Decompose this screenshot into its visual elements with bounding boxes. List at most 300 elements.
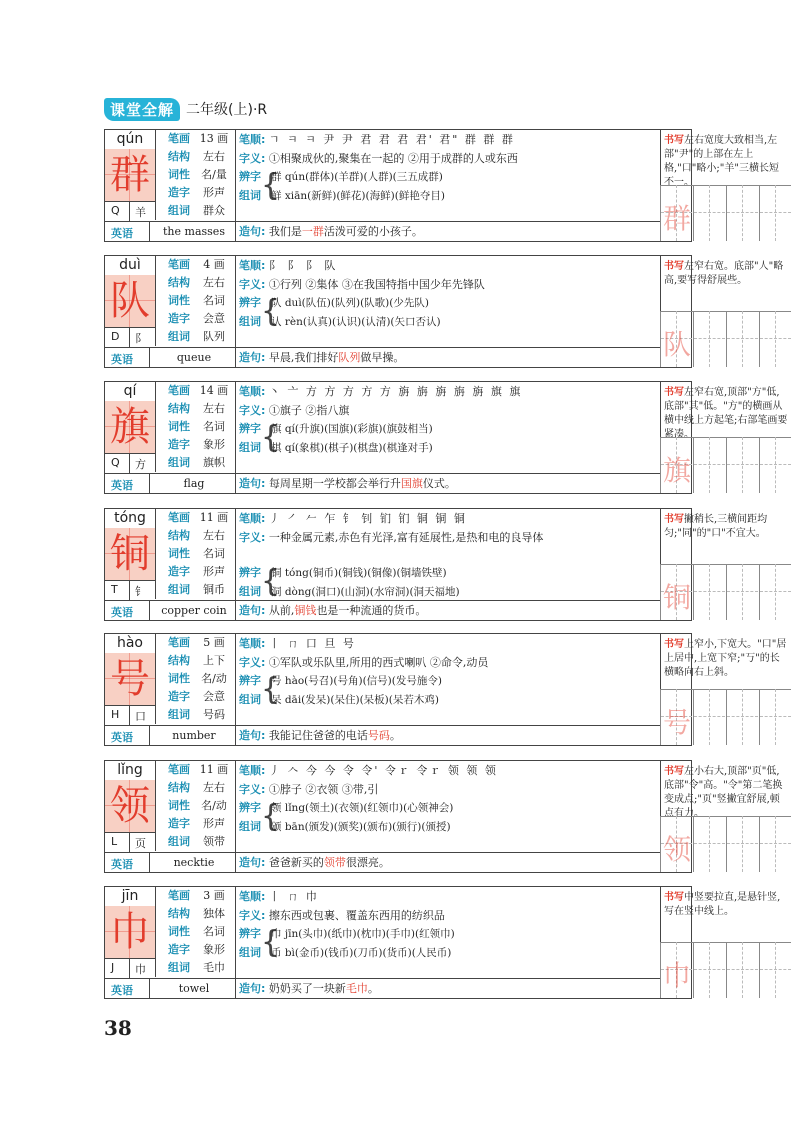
meaning-text: 擦东西或包裹、覆盖东西用的纺织品 [268, 909, 445, 922]
attr-word [155, 706, 236, 724]
practice-cell [726, 942, 758, 998]
attr-label: 笔画 [168, 889, 190, 902]
practice-cell [693, 689, 725, 745]
practice-cell [693, 311, 725, 367]
sentence-highlight: 领带 [323, 856, 346, 869]
char-detail-column [235, 382, 661, 493]
attr-strokes [155, 382, 236, 400]
attr-value: 左右 [203, 402, 225, 415]
distinguish-block [239, 564, 659, 602]
meaning-text: ①军队或乐队里,所用的西式喇叭 ②命令,动员 [268, 656, 489, 669]
char-detail-column [235, 130, 661, 241]
writing-column [660, 761, 791, 872]
attr-label: 组词 [168, 330, 190, 343]
char-info-column [105, 509, 236, 620]
order-label: 笔顺: [239, 133, 266, 146]
sentence-pre: 每周星期一学校都会举行升 [268, 477, 401, 490]
sentence-highlight: 一群 [301, 225, 324, 238]
sentence-highlight: 毛巾 [345, 982, 368, 995]
radical: 口 [135, 710, 146, 723]
char-detail-column [235, 761, 661, 872]
writing-note [664, 891, 788, 919]
writing-column [660, 509, 791, 620]
practice-grid [660, 689, 791, 745]
attr-label: 结构 [168, 276, 190, 289]
index-letter: Q [111, 204, 120, 217]
index-letter: J [111, 961, 115, 974]
brace-icon: { [261, 294, 281, 329]
attr-label: 笔画 [168, 132, 190, 145]
attr-value: 会意 [203, 690, 225, 703]
char-info-column [105, 761, 236, 872]
sentence-pre: 我们是 [268, 225, 302, 238]
practice-sample-glyph: 号 [662, 706, 691, 739]
distinguish-label: 辨字 [239, 296, 261, 309]
distinguish-line-1: 铜 tóng(铜币)(铜钱)(铜像)(铜墙铁壁) [271, 567, 447, 579]
character-glyph: 号 [105, 653, 155, 706]
radical-row [105, 706, 155, 725]
meaning-label: 字义: [239, 152, 266, 165]
distinguish-label: 辨字 [239, 422, 261, 435]
attr-pos [155, 545, 236, 563]
sentence-pre: 爸爸新买的 [268, 856, 324, 869]
order-label: 笔顺: [239, 764, 266, 777]
attr-word [155, 581, 236, 599]
page-header [104, 98, 267, 120]
attr-value: 上下 [203, 654, 225, 667]
attr-value: 号码 [203, 708, 225, 721]
practice-cell [759, 311, 791, 367]
attr-label: 词性 [168, 294, 190, 307]
meaning-line [235, 653, 655, 672]
sentence-pre: 奶奶买了一块新 [268, 982, 346, 995]
attr-structure [155, 779, 236, 797]
attr-label: 词性 [168, 672, 190, 685]
attr-value: 会意 [203, 312, 225, 325]
attr-structure [155, 527, 236, 545]
distinguish-line-2: 币 bì(金币)(钱币)(刀币)(货币)(人民币) [271, 947, 452, 959]
attr-value: 名词 [203, 547, 225, 560]
attr-label: 结构 [168, 907, 190, 920]
distinguish-line-2: 认 rèn(认真)(认识)(认清)(矢口否认) [271, 316, 441, 328]
attr-label: 词性 [168, 799, 190, 812]
compose-label: 组词 [239, 315, 261, 328]
stroke-order: 阝 阝 阝 队 [268, 259, 338, 272]
attr-pos [155, 797, 236, 815]
stroke-order-line [235, 256, 660, 275]
attr-value: 名/动 [201, 672, 227, 685]
meaning-text: ①行列 ②集体 ③在我国特指中国少年先锋队 [268, 278, 485, 291]
character-card [104, 255, 784, 368]
writing-column [660, 634, 791, 745]
english-row [105, 725, 235, 746]
compose-label: 组词 [239, 441, 261, 454]
sentence-line [235, 725, 660, 745]
sentence-label: 造句: [239, 729, 266, 742]
distinguish-line-1: 号 hào(号召)(号角)(信号)(发号施令) [271, 675, 442, 687]
attr-label: 组词 [168, 456, 190, 469]
stroke-order-line [235, 130, 660, 149]
practice-cell [693, 185, 725, 241]
attr-formation [155, 310, 236, 328]
distinguish-label: 辨字 [239, 927, 261, 940]
index-letter: L [111, 835, 118, 848]
distinguish-line-2: 呆 dāi(发呆)(呆住)(呆板)(呆若木鸡) [271, 694, 439, 706]
sentence-label: 造句: [239, 604, 266, 617]
attr-value: 3 画 [203, 889, 225, 902]
attr-word [155, 959, 236, 977]
compose-label: 组词 [239, 189, 261, 202]
distinguish-block [239, 799, 659, 837]
stroke-order-line [235, 634, 660, 653]
attr-label: 词性 [168, 925, 190, 938]
practice-cell [726, 311, 758, 367]
stroke-order: 丶 亠 方 方 方 方 方 旃 旃 旃 旃 旃 旗 旗 [268, 385, 523, 398]
pinyin: jīn [105, 887, 155, 907]
brace-icon: { [261, 672, 281, 707]
attr-value: 4 画 [203, 258, 225, 271]
attr-label: 组词 [168, 835, 190, 848]
attr-structure [155, 652, 236, 670]
english-label: 英语 [111, 606, 133, 619]
english-row [105, 221, 235, 242]
attr-label: 造字 [168, 438, 190, 451]
compose-label: 组词 [239, 820, 261, 833]
writing-label: 书写 [664, 639, 684, 650]
attr-label: 结构 [168, 150, 190, 163]
english-row [105, 978, 235, 999]
brace-icon: { [261, 168, 281, 203]
char-detail-column [235, 509, 661, 620]
writing-note [664, 638, 788, 680]
practice-cell [726, 185, 758, 241]
series-badge: 课堂全解 [104, 98, 180, 121]
attr-value: 名词 [203, 925, 225, 938]
sentence-label: 造句: [239, 225, 266, 238]
character-card [104, 633, 787, 746]
character-glyph: 旗 [105, 401, 155, 454]
attr-value: 领带 [203, 835, 225, 848]
attr-label: 组词 [168, 204, 190, 217]
attr-label: 词性 [168, 168, 190, 181]
writing-label: 书写 [664, 514, 684, 525]
compose-label: 组词 [239, 693, 261, 706]
practice-cell [726, 564, 758, 620]
attr-formation [155, 941, 236, 959]
writing-note [664, 386, 788, 442]
practice-cell [693, 564, 725, 620]
writing-column [660, 382, 791, 493]
meaning-line [235, 906, 655, 925]
meaning-line [235, 275, 655, 294]
english-label: 英语 [111, 227, 133, 240]
attr-value: 左右 [203, 150, 225, 163]
radical-row [105, 581, 155, 600]
attr-label: 造字 [168, 312, 190, 325]
order-label: 笔顺: [239, 385, 266, 398]
pinyin: qí [105, 382, 155, 402]
writing-label: 书写 [664, 135, 684, 146]
practice-cell [759, 437, 791, 493]
distinguish-line-1: 队 duì(队伍)(队列)(队歌)(少先队) [271, 297, 429, 309]
practice-cell [726, 437, 758, 493]
attr-value: 名/量 [201, 168, 227, 181]
practice-sample-glyph: 铜 [662, 581, 691, 614]
english-value: number [172, 729, 216, 742]
meaning-label: 字义: [239, 278, 266, 291]
distinguish-block [239, 294, 659, 332]
brace-icon: { [261, 420, 281, 455]
pinyin: qún [105, 130, 155, 150]
practice-cell [693, 437, 725, 493]
attr-strokes [155, 509, 236, 527]
attr-word [155, 833, 236, 851]
compose-label: 组词 [239, 585, 261, 598]
radical-row [105, 959, 155, 978]
writing-column [660, 887, 791, 998]
attr-value: 毛巾 [203, 961, 225, 974]
attr-label: 造字 [168, 943, 190, 956]
english-value: copper coin [161, 604, 227, 617]
practice-grid [660, 816, 791, 872]
order-label: 笔顺: [239, 637, 266, 650]
attr-strokes [155, 634, 236, 652]
attr-value: 14 画 [199, 384, 229, 397]
attr-label: 组词 [168, 708, 190, 721]
attr-label: 笔画 [168, 258, 190, 271]
character-glyph: 群 [105, 149, 155, 202]
writing-label: 书写 [664, 387, 684, 398]
attr-pos [155, 166, 236, 184]
distinguish-label: 辨字 [239, 566, 261, 579]
attr-label: 词性 [168, 547, 190, 560]
radical: 钅 [135, 585, 146, 598]
writing-text: 上窄小,下宽大。"口"居上居中,上宽下窄;"丂"的长横略向右上斜。 [664, 639, 787, 678]
sentence-line [235, 347, 660, 367]
attr-value: 名词 [203, 420, 225, 433]
attr-value: 形声 [203, 186, 225, 199]
attr-value: 左右 [203, 529, 225, 542]
attr-strokes [155, 887, 236, 905]
practice-sample-glyph: 巾 [662, 959, 691, 992]
character-glyph: 巾 [105, 906, 155, 959]
character-card [104, 508, 768, 621]
practice-cell [726, 816, 758, 872]
attr-value: 独体 [203, 907, 225, 920]
english-label: 英语 [111, 858, 133, 871]
english-value: queue [176, 351, 212, 364]
brace-icon: { [261, 925, 281, 960]
meaning-line [235, 149, 655, 168]
sentence-highlight: 国旗 [400, 477, 423, 490]
index-letter: H [111, 708, 120, 721]
english-value: the masses [163, 225, 225, 238]
distinguish-label: 辨字 [239, 801, 261, 814]
attr-value: 11 画 [199, 763, 229, 776]
stroke-order-line [235, 887, 660, 906]
attr-value: 13 画 [199, 132, 229, 145]
pinyin: tóng [105, 509, 155, 529]
sentence-post: 。 [367, 982, 379, 995]
attr-label: 词性 [168, 420, 190, 433]
meaning-label: 字义: [239, 531, 266, 544]
writing-text: 左右宽度大致相当,左部"尹"的上部在左上格,"口"略小;"羊"三横长短不一。 [664, 135, 779, 188]
english-value: flag [183, 477, 205, 490]
writing-text: 左窄右宽。底部"人"略高,要写得舒展些。 [664, 261, 784, 286]
attr-word [155, 454, 236, 472]
character-glyph: 领 [105, 780, 155, 833]
attr-label: 结构 [168, 654, 190, 667]
stroke-order-line [235, 761, 660, 780]
practice-cell [726, 689, 758, 745]
attr-strokes [155, 256, 236, 274]
distinguish-block [239, 168, 659, 206]
english-label: 英语 [111, 731, 133, 744]
character-glyph: 队 [105, 275, 155, 328]
brace-icon: { [261, 564, 281, 599]
stroke-order: 丨 ㄇ 巾 [268, 890, 319, 903]
meaning-line [235, 528, 655, 547]
attr-label: 结构 [168, 781, 190, 794]
distinguish-line-2: 洞 dòng(洞口)(山洞)(水帘洞)(洞天福地) [271, 586, 460, 598]
sentence-pre: 从前, [268, 604, 295, 617]
attr-structure [155, 274, 236, 292]
order-label: 笔顺: [239, 259, 266, 272]
character-glyph: 铜 [105, 528, 155, 581]
distinguish-block [239, 420, 659, 458]
attr-pos [155, 923, 236, 941]
character-card [104, 129, 779, 242]
radical: 羊 [135, 206, 146, 219]
meaning-text: 一种金属元素,赤色有光泽,富有延展性,是热和电的良导体 [268, 531, 544, 544]
meaning-label: 字义: [239, 404, 266, 417]
english-label: 英语 [111, 353, 133, 366]
stroke-order-line [235, 382, 660, 401]
attr-value: 铜币 [203, 583, 225, 596]
stroke-order: 丿 ㇒ 𠂉 乍 钅 钊 钔 钔 铜 铜 铜 [268, 512, 467, 525]
english-row [105, 473, 235, 494]
index-letter: D [111, 330, 120, 343]
attr-label: 笔画 [168, 511, 190, 524]
attr-value: 象形 [203, 438, 225, 451]
practice-sample-glyph: 领 [662, 833, 691, 866]
sentence-pre: 我能记住爸爸的电话 [268, 729, 368, 742]
sentence-highlight: 号码 [367, 729, 390, 742]
sentence-line [235, 600, 660, 620]
writing-note [664, 765, 788, 821]
char-detail-column [235, 634, 661, 745]
char-detail-column [235, 256, 661, 367]
attr-value: 左右 [203, 276, 225, 289]
attr-value: 形声 [203, 565, 225, 578]
order-label: 笔顺: [239, 512, 266, 525]
compose-label: 组词 [239, 946, 261, 959]
attr-value: 形声 [203, 817, 225, 830]
attr-label: 造字 [168, 817, 190, 830]
attr-label: 笔画 [168, 384, 190, 397]
attr-formation [155, 184, 236, 202]
sentence-line [235, 852, 660, 872]
attr-word [155, 328, 236, 346]
attr-label: 笔画 [168, 636, 190, 649]
char-info-column [105, 634, 236, 745]
practice-sample-glyph: 队 [662, 328, 691, 361]
radical-row [105, 833, 155, 852]
distinguish-label: 辨字 [239, 170, 261, 183]
grade-subtitle: 二年级(上)·R [186, 102, 268, 118]
character-card [104, 381, 788, 494]
attr-formation [155, 815, 236, 833]
attr-value: 11 画 [199, 511, 229, 524]
english-label: 英语 [111, 479, 133, 492]
writing-note [664, 260, 788, 288]
sentence-post: 仪式。 [422, 477, 456, 490]
attr-label: 结构 [168, 402, 190, 415]
stroke-order: 丨 ㄇ 口 旦 号 [268, 637, 356, 650]
char-info-column [105, 887, 236, 998]
attr-pos [155, 418, 236, 436]
pinyin: duì [105, 256, 155, 276]
practice-cell [759, 689, 791, 745]
english-row [105, 852, 235, 873]
brace-icon: { [261, 799, 281, 834]
practice-cell [759, 816, 791, 872]
distinguish-line-2: 棋 qí(象棋)(棋子)(棋盘)(棋逢对手) [271, 442, 433, 454]
attr-value: 名/动 [201, 799, 227, 812]
sentence-post: 很漂亮。 [345, 856, 390, 869]
sentence-pre: 早晨,我们排好 [268, 351, 339, 364]
radical: 巾 [135, 963, 146, 976]
writing-text: 中竖要拉直,是悬针竖,写在竖中线上。 [664, 892, 781, 917]
character-card [104, 886, 781, 999]
practice-cell [693, 942, 725, 998]
attr-pos [155, 670, 236, 688]
char-info-column [105, 256, 236, 367]
sentence-line [235, 473, 660, 493]
english-value: necktie [173, 856, 215, 869]
sentence-label: 造句: [239, 477, 266, 490]
attr-formation [155, 688, 236, 706]
meaning-line [235, 780, 655, 799]
meaning-label: 字义: [239, 909, 266, 922]
meaning-text: ①相聚成伙的,聚集在一起的 ②用于成群的人或东西 [268, 152, 518, 165]
sentence-label: 造句: [239, 982, 266, 995]
index-letter: Q [111, 456, 120, 469]
practice-grid [660, 564, 791, 620]
practice-grid [660, 311, 791, 367]
writing-note [664, 513, 788, 541]
distinguish-line-2: 鲜 xiān(新鲜)(鲜花)(海鲜)(鲜艳夺目) [271, 190, 445, 202]
meaning-text: ①旗子 ②指八旗 [268, 404, 350, 417]
distinguish-block [239, 925, 659, 963]
attr-structure [155, 905, 236, 923]
practice-sample-glyph: 旗 [662, 454, 691, 487]
practice-grid [660, 185, 791, 241]
writing-column [660, 130, 791, 241]
radical: 页 [135, 837, 146, 850]
sentence-highlight: 铜钱 [294, 604, 317, 617]
meaning-text: ①脖子 ②衣领 ③带,引 [268, 783, 379, 796]
attr-strokes [155, 761, 236, 779]
distinguish-line-1: 旗 qí(升旗)(国旗)(彩旗)(旗鼓相当) [271, 423, 433, 435]
pinyin: lǐng [105, 761, 155, 781]
attr-word [155, 202, 236, 220]
char-info-column [105, 382, 236, 493]
attr-strokes [155, 130, 236, 148]
attr-label: 造字 [168, 565, 190, 578]
sentence-highlight: 队列 [338, 351, 361, 364]
attr-value: 群众 [203, 204, 225, 217]
